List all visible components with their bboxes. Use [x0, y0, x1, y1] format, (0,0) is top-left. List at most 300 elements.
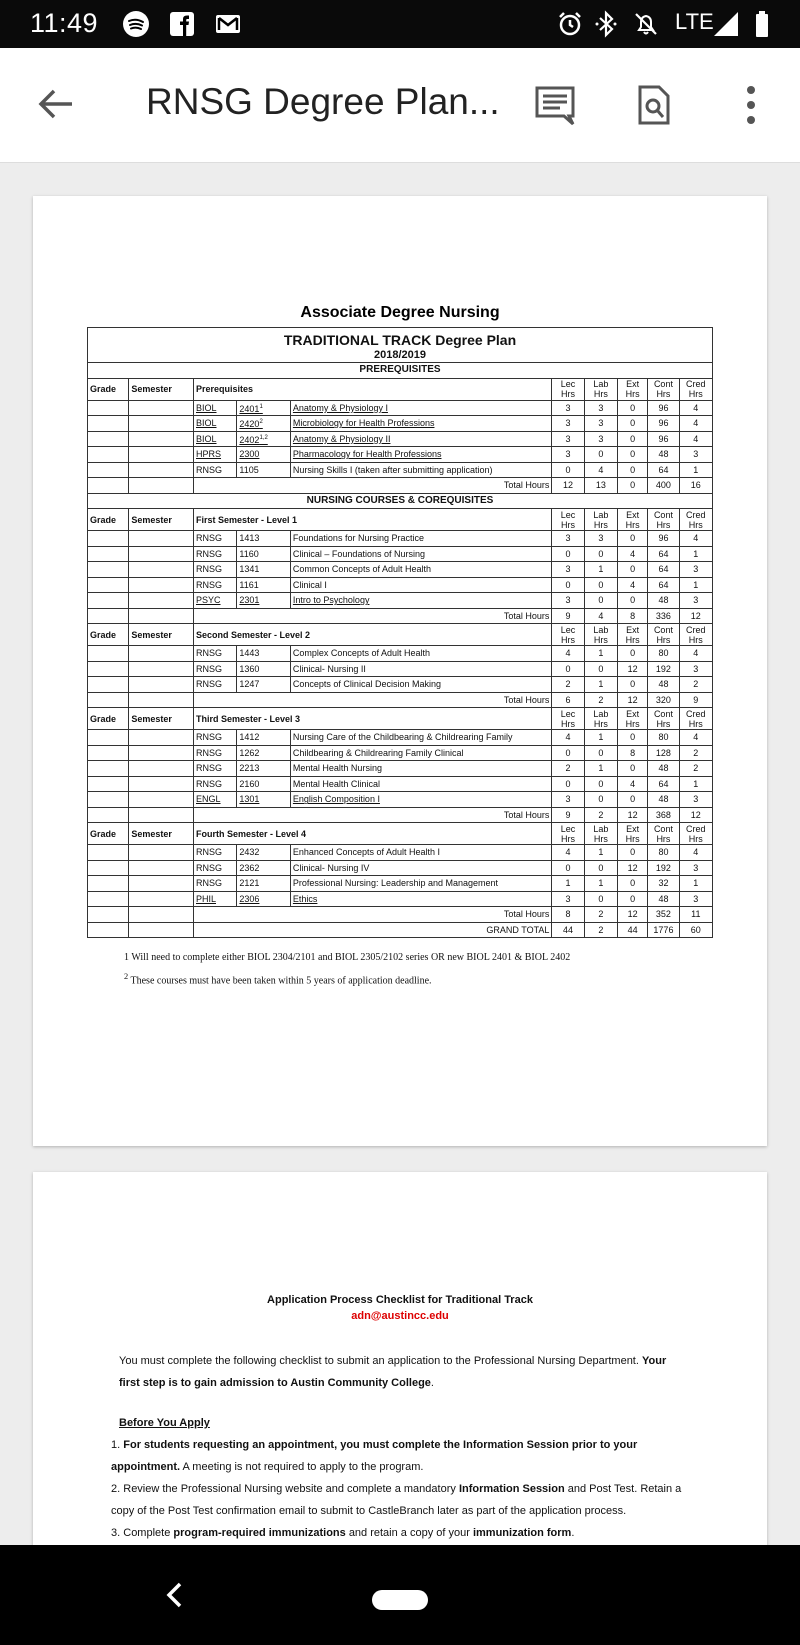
document-page-1: [33, 196, 767, 1146]
course-dept: RNSG: [194, 531, 237, 547]
footnote-2-mark: 2: [124, 972, 129, 981]
course-name: Foundations for Nursing Practice: [290, 531, 552, 547]
bluetooth-icon: [592, 10, 620, 38]
course-number: [237, 400, 291, 416]
course-ext-hrs: 0: [618, 761, 648, 777]
semester-cell: [129, 431, 194, 447]
course-name: Clinical – Foundations of Nursing: [290, 546, 552, 562]
intro-paragraph: [119, 1350, 689, 1394]
semester-cell: [129, 462, 194, 478]
course-footnote-mark: 1,2: [259, 434, 268, 441]
course-row: [88, 745, 713, 761]
course-number: [237, 531, 291, 547]
course-name: Childbearing & Childrearing Family Clinical: [290, 745, 552, 761]
course-dept: RNSG: [194, 577, 237, 593]
course-lec-hrs: 3: [552, 400, 584, 416]
lec-hrs-header: Lec Hrs: [552, 509, 584, 531]
nav-home-pill[interactable]: [372, 1590, 428, 1610]
checklist-item-3: [111, 1522, 687, 1544]
semester-total-row-label: Total Hours: [194, 692, 552, 708]
course-cont-hrs: 96: [648, 431, 679, 447]
lec-hrs-header: Lec Hrs: [552, 823, 584, 845]
course-cred-hrs: 3: [679, 792, 712, 808]
semester-total-row-lab: 2: [584, 692, 617, 708]
course-number-text: 1262: [239, 747, 260, 758]
course-cred-hrs: 2: [679, 761, 712, 777]
course-dept: RNSG: [194, 462, 237, 478]
course-footnote-mark: 2: [259, 419, 263, 426]
grand-total-row-ext: 44: [618, 922, 648, 938]
course-dept: RNSG: [194, 761, 237, 777]
semester-header-row: [88, 624, 713, 646]
course-row: [88, 776, 713, 792]
semester-total-row-label: Total Hours: [194, 807, 552, 823]
course-lab-hrs: 3: [584, 416, 617, 432]
course-ext-hrs: 4: [618, 776, 648, 792]
semester-cell: [129, 400, 194, 416]
course-dept: RNSG: [194, 845, 237, 861]
lec-hrs-header: Lec Hrs: [552, 708, 584, 730]
course-lec-hrs: 0: [552, 745, 584, 761]
course-number-text: 2432: [239, 847, 260, 858]
course-lec-hrs: 0: [552, 462, 584, 478]
ext-hrs-header: Ext Hrs: [618, 378, 648, 400]
semester-cell: [129, 860, 194, 876]
course-number-text: 2301: [239, 595, 260, 606]
course-row: [88, 531, 713, 547]
course-row: [88, 577, 713, 593]
prereq-total-row-cont: 400: [648, 478, 679, 494]
semester-cell: [129, 646, 194, 662]
course-number: [237, 431, 291, 447]
semester-cell: [129, 478, 194, 494]
semester-total-row-lab: 2: [584, 807, 617, 823]
semester-header: Semester: [129, 509, 194, 531]
cont-hrs-header: Cont Hrs: [648, 509, 679, 531]
prerequisites-banner-label: PREREQUISITES: [88, 363, 713, 379]
semester-cell: [129, 661, 194, 677]
semester-cell: [129, 761, 194, 777]
prereq-total-row-ext: 0: [618, 478, 648, 494]
grade-cell: [88, 730, 129, 746]
semester-total-row-lec: 9: [552, 608, 584, 624]
course-ext-hrs: 0: [618, 792, 648, 808]
grade-cell: [88, 431, 129, 447]
course-dept: PSYC: [194, 593, 237, 609]
course-name: Complex Concepts of Adult Health: [290, 646, 552, 662]
grade-cell: [88, 745, 129, 761]
course-name: Clinical I: [290, 577, 552, 593]
course-number: [237, 593, 291, 609]
course-row: [88, 792, 713, 808]
network-type: LTE: [675, 9, 714, 34]
semester-cell: [129, 922, 194, 938]
course-cont-hrs: 48: [648, 792, 679, 808]
course-name: English Composition I: [290, 792, 552, 808]
course-lec-hrs: 1: [552, 876, 584, 892]
course-name: Clinical- Nursing II: [290, 661, 552, 677]
course-number-text: 1360: [239, 663, 260, 674]
semester-cell: [129, 562, 194, 578]
semester-total-row-cred: 12: [679, 608, 712, 624]
course-lec-hrs: 3: [552, 593, 584, 609]
course-lab-hrs: 0: [584, 593, 617, 609]
course-row: [88, 661, 713, 677]
course-lec-hrs: 3: [552, 562, 584, 578]
signal-icon: [712, 10, 740, 38]
course-number-text: 2420: [239, 419, 260, 430]
course-number: [237, 447, 291, 463]
course-number: [237, 661, 291, 677]
lab-hrs-header: Lab Hrs: [584, 708, 617, 730]
grade-cell: [88, 462, 129, 478]
semester-cell: [129, 447, 194, 463]
course-row: [88, 860, 713, 876]
course-lec-hrs: 4: [552, 646, 584, 662]
semester-cell: [129, 876, 194, 892]
course-cont-hrs: 64: [648, 776, 679, 792]
course-cred-hrs: 3: [679, 891, 712, 907]
course-lab-hrs: 0: [584, 661, 617, 677]
course-number-text: 2362: [239, 862, 260, 873]
course-dept: RNSG: [194, 876, 237, 892]
semester-header-row: [88, 823, 713, 845]
course-name: Mental Health Clinical: [290, 776, 552, 792]
course-number: [237, 577, 291, 593]
course-dept: RNSG: [194, 661, 237, 677]
semester-total-row-ext: 12: [618, 807, 648, 823]
grade-header: Grade: [88, 509, 129, 531]
course-ext-hrs: 4: [618, 577, 648, 593]
semester-cell: [129, 593, 194, 609]
course-cont-hrs: 80: [648, 646, 679, 662]
course-cont-hrs: 64: [648, 562, 679, 578]
course-row: [88, 593, 713, 609]
grade-cell: [88, 807, 129, 823]
checklist-item-1: [111, 1434, 687, 1478]
course-ext-hrs: 8: [618, 745, 648, 761]
prereq-total-row-label: Total Hours: [194, 478, 552, 494]
course-ext-hrs: 0: [618, 416, 648, 432]
item-3-text-b: and retain a copy of your: [348, 1527, 470, 1539]
section-heading: Third Semester - Level 3: [194, 708, 552, 730]
grand-total-row-cred: 60: [679, 922, 712, 938]
course-number-text: 2402: [239, 434, 260, 445]
course-ext-hrs: 0: [618, 730, 648, 746]
course-number: [237, 730, 291, 746]
course-ext-hrs: 0: [618, 891, 648, 907]
semester-total-row-ext: 8: [618, 608, 648, 624]
gmail-icon: [214, 10, 242, 38]
course-cont-hrs: 128: [648, 745, 679, 761]
course-dept: PHIL: [194, 891, 237, 907]
grade-cell: [88, 447, 129, 463]
grade-cell: [88, 608, 129, 624]
course-number: [237, 776, 291, 792]
course-dept: RNSG: [194, 646, 237, 662]
semester-total-row-cont: 320: [648, 692, 679, 708]
course-lec-hrs: 3: [552, 416, 584, 432]
grade-cell: [88, 577, 129, 593]
course-lec-hrs: 3: [552, 891, 584, 907]
lec-hrs-header: Lec Hrs: [552, 624, 584, 646]
course-row: [88, 546, 713, 562]
item-3-bold-2: immunization form: [472, 1527, 572, 1539]
nav-back-icon[interactable]: [160, 1580, 190, 1610]
semester-cell: [129, 730, 194, 746]
course-cred-hrs: 4: [679, 730, 712, 746]
grade-cell: [88, 876, 129, 892]
nursing-courses-banner-label: NURSING COURSES & COREQUISITES: [88, 493, 713, 509]
nursing-courses-banner: [88, 493, 713, 509]
course-lab-hrs: 1: [584, 562, 617, 578]
contact-email[interactable]: adn@austincc.edu: [351, 1310, 449, 1322]
course-lab-hrs: 0: [584, 891, 617, 907]
prereq-total-row-lec: 12: [552, 478, 584, 494]
course-lec-hrs: 4: [552, 845, 584, 861]
course-dept: RNSG: [194, 860, 237, 876]
grade-cell: [88, 792, 129, 808]
grand-total-row-label: GRAND TOTAL: [194, 922, 552, 938]
course-lab-hrs: 1: [584, 646, 617, 662]
course-dept: RNSG: [194, 562, 237, 578]
course-number: [237, 761, 291, 777]
course-lab-hrs: 3: [584, 531, 617, 547]
course-row: [88, 562, 713, 578]
course-dept: RNSG: [194, 546, 237, 562]
semester-header: Semester: [129, 378, 194, 400]
item-1-bold: For students requesting an appointment, you must complete the Information Session prior to your appointment.: [111, 1439, 638, 1473]
track-title: TRADITIONAL TRACK Degree Plan: [88, 328, 713, 349]
course-lec-hrs: 3: [552, 792, 584, 808]
course-ext-hrs: 12: [618, 860, 648, 876]
course-lab-hrs: 4: [584, 462, 617, 478]
prerequisites-header: [88, 378, 713, 400]
course-row: [88, 646, 713, 662]
semester-cell: [129, 608, 194, 624]
comment-icon[interactable]: [534, 84, 576, 126]
course-number: [237, 677, 291, 693]
course-cred-hrs: 1: [679, 876, 712, 892]
course-lab-hrs: 0: [584, 776, 617, 792]
course-row: [88, 462, 713, 478]
back-arrow-icon[interactable]: [36, 84, 76, 124]
grade-cell: [88, 478, 129, 494]
course-cont-hrs: 64: [648, 546, 679, 562]
course-lab-hrs: 1: [584, 845, 617, 861]
course-number: [237, 792, 291, 808]
course-name: Microbiology for Health Professions: [290, 416, 552, 432]
item-3-text-a: Complete: [123, 1527, 171, 1539]
course-dept: BIOL: [194, 416, 237, 432]
course-cred-hrs: 3: [679, 562, 712, 578]
course-row: [88, 761, 713, 777]
course-cont-hrs: 32: [648, 876, 679, 892]
course-cred-hrs: 4: [679, 416, 712, 432]
grade-cell: [88, 677, 129, 693]
ext-hrs-header: Ext Hrs: [618, 708, 648, 730]
course-number-text: 1160: [239, 548, 259, 559]
semester-total-row-label: Total Hours: [194, 608, 552, 624]
course-row: [88, 431, 713, 447]
course-ext-hrs: 0: [618, 593, 648, 609]
course-row: [88, 876, 713, 892]
semester-header: Semester: [129, 708, 194, 730]
course-cred-hrs: 1: [679, 462, 712, 478]
cred-hrs-header: Cred Hrs: [679, 624, 712, 646]
lec-hrs-header: Lec Hrs: [552, 378, 584, 400]
course-ext-hrs: 12: [618, 661, 648, 677]
course-name: Professional Nursing: Leadership and Management: [290, 876, 552, 892]
course-cont-hrs: 48: [648, 761, 679, 777]
course-lab-hrs: 1: [584, 677, 617, 693]
course-number: [237, 876, 291, 892]
course-ext-hrs: 0: [618, 531, 648, 547]
find-in-document-icon[interactable]: [633, 84, 675, 126]
grand-total-row: [88, 922, 713, 938]
course-ext-hrs: 0: [618, 431, 648, 447]
course-lab-hrs: 0: [584, 546, 617, 562]
course-number-text: 1341: [239, 564, 260, 575]
course-name: Enhanced Concepts of Adult Health I: [290, 845, 552, 861]
semester-total-row-lec: 6: [552, 692, 584, 708]
course-number-text: 2160: [239, 778, 260, 789]
course-ext-hrs: 0: [618, 400, 648, 416]
course-name: Ethics: [290, 891, 552, 907]
course-lec-hrs: 2: [552, 677, 584, 693]
semester-total-row-lab: 2: [584, 907, 617, 923]
section-heading: Fourth Semester - Level 4: [194, 823, 552, 845]
semester-total-row-cred: 9: [679, 692, 712, 708]
course-lec-hrs: 2: [552, 761, 584, 777]
lab-hrs-header: Lab Hrs: [584, 823, 617, 845]
cont-hrs-header: Cont Hrs: [648, 378, 679, 400]
semester-total-row-lec: 9: [552, 807, 584, 823]
course-lec-hrs: 3: [552, 531, 584, 547]
course-cred-hrs: 3: [679, 447, 712, 463]
course-row: [88, 447, 713, 463]
course-ext-hrs: 0: [618, 845, 648, 861]
intro-text: You must complete the following checklist to submit an application to the Professional Nursing Department.: [119, 1355, 639, 1367]
course-cred-hrs: 3: [679, 593, 712, 609]
more-options-icon[interactable]: [730, 84, 772, 126]
grade-cell: [88, 860, 129, 876]
course-number: [237, 462, 291, 478]
semester-total-row: [88, 692, 713, 708]
course-lab-hrs: 0: [584, 447, 617, 463]
course-number: [237, 845, 291, 861]
semester-cell: [129, 577, 194, 593]
grade-cell: [88, 845, 129, 861]
grade-cell: [88, 400, 129, 416]
course-cred-hrs: 2: [679, 677, 712, 693]
grade-cell: [88, 922, 129, 938]
course-cont-hrs: 48: [648, 891, 679, 907]
course-cont-hrs: 80: [648, 730, 679, 746]
course-dept: RNSG: [194, 677, 237, 693]
cred-hrs-header: Cred Hrs: [679, 378, 712, 400]
course-number-text: 2121: [239, 878, 260, 889]
mute-icon: [632, 10, 660, 38]
course-lec-hrs: 3: [552, 431, 584, 447]
checklist-item-2: [111, 1478, 687, 1522]
cont-hrs-header: Cont Hrs: [648, 823, 679, 845]
grade-header: Grade: [88, 378, 129, 400]
prereq-total-row-cred: 16: [679, 478, 712, 494]
course-footnote-mark: 1: [259, 403, 263, 410]
course-dept: RNSG: [194, 730, 237, 746]
course-cont-hrs: 80: [648, 845, 679, 861]
course-lab-hrs: 0: [584, 577, 617, 593]
course-cont-hrs: 48: [648, 593, 679, 609]
course-lec-hrs: 0: [552, 546, 584, 562]
course-row: [88, 730, 713, 746]
course-row: [88, 416, 713, 432]
course-name: Nursing Skills I (taken after submitting application): [290, 462, 552, 478]
course-number: [237, 546, 291, 562]
section-heading: Prerequisites: [194, 378, 552, 400]
course-cont-hrs: 192: [648, 661, 679, 677]
course-lab-hrs: 1: [584, 761, 617, 777]
app-bar: [0, 48, 800, 163]
course-lec-hrs: 0: [552, 577, 584, 593]
semester-cell: [129, 776, 194, 792]
semester-total-row: [88, 807, 713, 823]
cred-hrs-header: Cred Hrs: [679, 509, 712, 531]
course-name: Anatomy & Physiology II: [290, 431, 552, 447]
grand-total-row-cont: 1776: [648, 922, 679, 938]
course-ext-hrs: 0: [618, 677, 648, 693]
semester-cell: [129, 845, 194, 861]
course-ext-hrs: 0: [618, 462, 648, 478]
course-dept: RNSG: [194, 745, 237, 761]
course-number: [237, 646, 291, 662]
course-number: [237, 562, 291, 578]
alarm-icon: [556, 10, 584, 38]
course-name: Concepts of Clinical Decision Making: [290, 677, 552, 693]
semester-header-row: [88, 509, 713, 531]
spotify-icon: [122, 10, 150, 38]
course-cred-hrs: 4: [679, 845, 712, 861]
semester-cell: [129, 416, 194, 432]
semester-header: Semester: [129, 823, 194, 845]
grade-header: Grade: [88, 624, 129, 646]
course-number-text: 2401: [239, 403, 260, 414]
course-cont-hrs: 48: [648, 447, 679, 463]
course-name: Anatomy & Physiology I: [290, 400, 552, 416]
item-2-text-a: Review the Professional Nursing website and complete a mandatory: [123, 1483, 456, 1495]
section-heading: First Semester - Level 1: [194, 509, 552, 531]
course-cont-hrs: 64: [648, 577, 679, 593]
degree-plan-table: [87, 327, 713, 938]
course-cred-hrs: 3: [679, 661, 712, 677]
course-dept: BIOL: [194, 431, 237, 447]
semester-total-row-cred: 12: [679, 807, 712, 823]
grade-cell: [88, 907, 129, 923]
semester-cell: [129, 891, 194, 907]
grade-cell: [88, 761, 129, 777]
course-lec-hrs: 0: [552, 776, 584, 792]
doc-heading: Associate Degree Nursing: [300, 304, 500, 321]
course-number-text: 1161: [239, 579, 259, 590]
semester-cell: [129, 677, 194, 693]
prereq-total-row: [88, 478, 713, 494]
semester-cell: [129, 531, 194, 547]
facebook-icon: [168, 10, 196, 38]
grade-cell: [88, 593, 129, 609]
item-1-rest: A meeting is not required to apply to the program.: [182, 1461, 424, 1473]
prerequisites-banner: [88, 363, 713, 379]
